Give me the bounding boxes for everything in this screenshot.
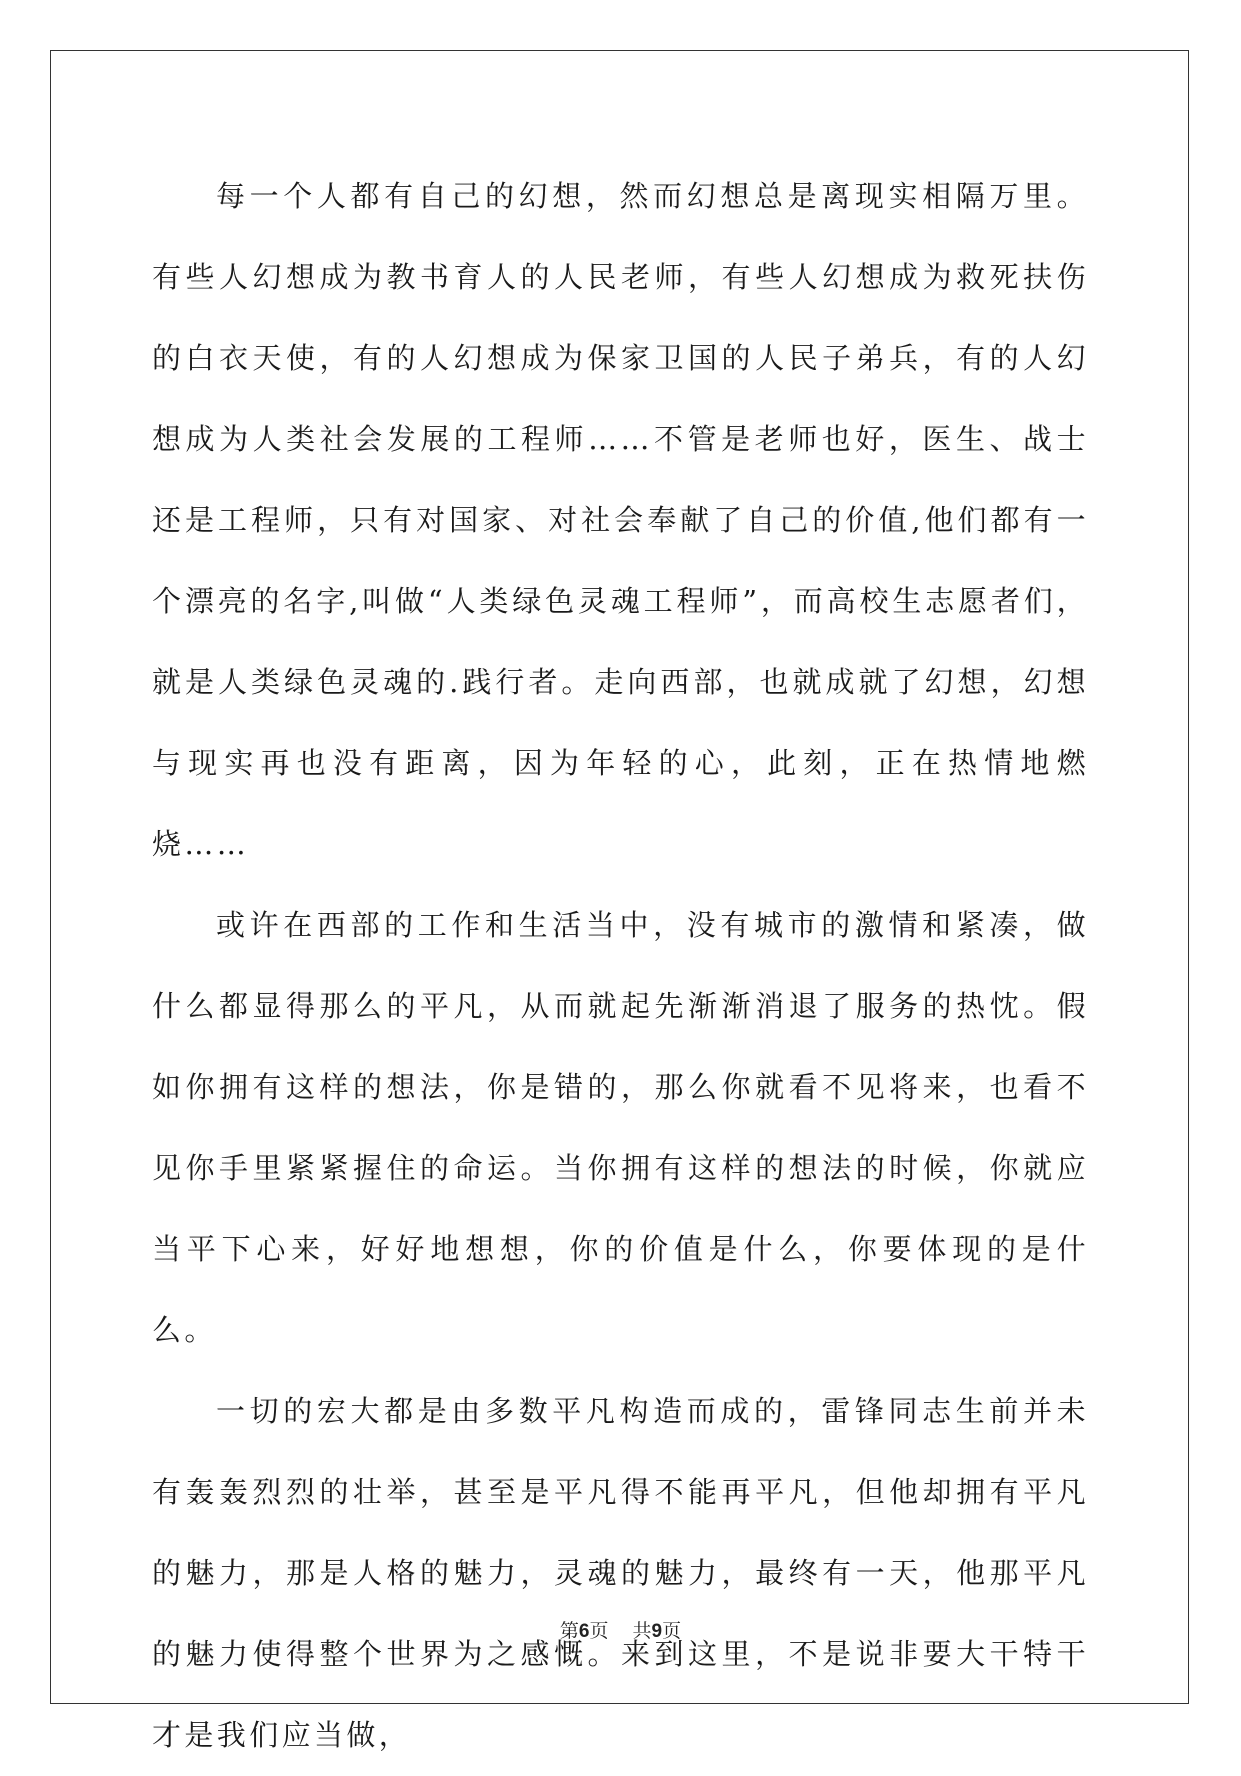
footer-page-prefix: 第 (559, 1620, 579, 1642)
document-body (152, 156, 1089, 1776)
footer-page-suffix: 页 (589, 1620, 609, 1642)
paragraph-1: 每一个人都有自己的幻想，然而幻想总是离现实相隔万里。有些人幻想成为教书育人的人民老师，有些人幻想成为救死扶伤的白衣天使，有的人幻想成为保家卫国的人民子弟兵，有的人幻想成为人类社会发展的工程师……不管是老师也好，医生、战士还是工程师，只有对国家、对社会奉献了自己的价值,他们都有一个漂亮的名字,叫做“人类绿色灵魂工程师”，而高校生志愿者们，就是人类绿色灵魂的.践行者。走向西部，也就成就了幻想，幻想与现实再也没有距离，因为年轻的心，此刻，正在热情地燃烧…… (152, 179, 1089, 861)
page-footer (0, 1616, 1241, 1643)
paragraph-2: 或许在西部的工作和生活当中，没有城市的激情和紧凑，做什么都显得那么的平凡，从而就起先渐渐消退了服务的热忱。假如你拥有这样的想法，你是错的，那么你就看不见将来，也看不见你手里紧紧握住的命运。当你拥有这样的想法的时候，你就应当平下心来，好好地想想，你的价值是什么，你要体现的是什么。 (152, 908, 1089, 1347)
footer-current-page: 6 (578, 1621, 590, 1642)
paragraph-3: 一切的宏大都是由多数平凡构造而成的，雷锋同志生前并未有轰轰烈烈的壮举，甚至是平凡得不能再平凡，但他却拥有平凡的魅力，那是人格的魅力，灵魂的魅力，最终有一天，他那平凡的魅力使得整个世界为之感慨。来到这里，不是说非要大干特干才是我们应当做， (152, 1394, 1089, 1752)
footer-total-pages: 9 (651, 1621, 663, 1642)
footer-total-suffix: 页 (662, 1620, 682, 1642)
footer-total-prefix: 共 (632, 1620, 652, 1642)
